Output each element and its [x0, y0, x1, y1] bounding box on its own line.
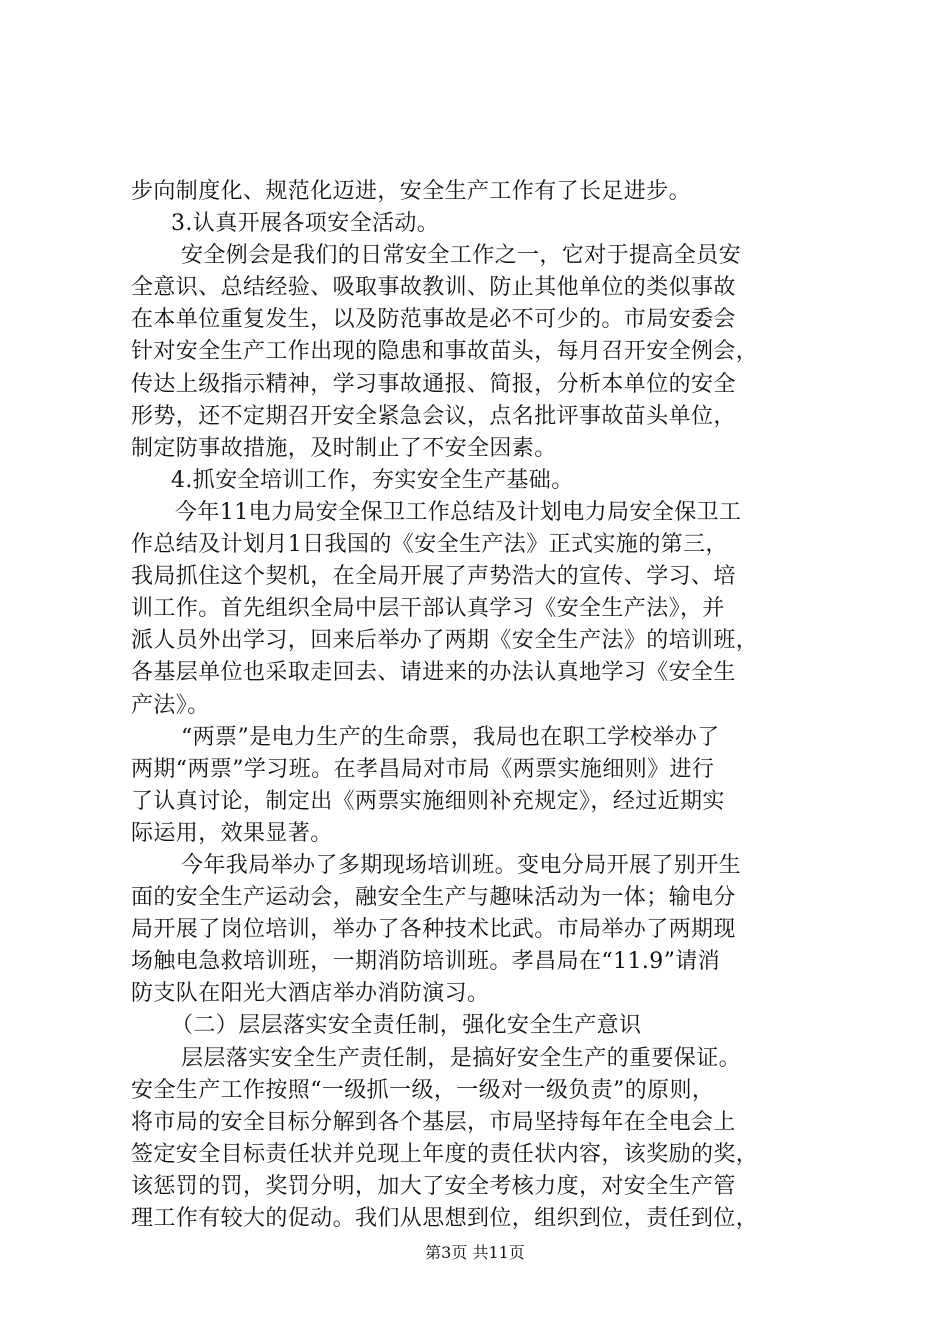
- text-line: 防支队在阳光大酒店举办消防演习。: [131, 981, 490, 1007]
- text-line: 今年11电力局安全保卫工作总结及计划电力局安全保卫工: [175, 499, 742, 525]
- text-line: （二）层层落实安全责任制，强化安全生产意识: [171, 1013, 642, 1039]
- text-line: 3.认真开展各项安全活动。: [171, 211, 440, 237]
- text-line: 今年我局举办了多期现场培训班。变电分局开展了别开生: [181, 852, 742, 878]
- text-line: 针对安全生产工作出现的隐患和事故苗头，每月召开安全例会，: [131, 339, 759, 365]
- page-footer: 第3页 共11页: [425, 1243, 525, 1262]
- text-line: 在本单位重复发生，以及防范事故是必不可少的。市局安委会: [131, 307, 736, 333]
- text-line: 传达上级指示精神，学习事故通报、简报，分析本单位的安全: [131, 371, 736, 397]
- text-line: 派人员外出学习，回来后举办了两期《安全生产法》的培训班，: [131, 628, 759, 654]
- text-line: 面的安全生产运动会，融安全生产与趣味活动为一体；输电分: [131, 885, 736, 911]
- text-line: “两票”是电力生产的生命票，我局也在职工学校举办了: [181, 724, 720, 750]
- text-line: 签定安全目标责任状并兑现上年度的责任状内容，该奖励的奖，: [131, 1141, 759, 1167]
- text-line: 将市局的安全目标分解到各个基层，市局坚持每年在全电会上: [131, 1109, 736, 1135]
- text-line: 我局抓住这个契机，在全局开展了声势浩大的宣传、学习、培: [131, 564, 736, 590]
- text-line: 4.抓安全培训工作，夯实安全生产基础。: [171, 467, 574, 493]
- text-line: 际运用，效果显著。: [131, 820, 333, 846]
- text-line: 了认真讨论，制定出《两票实施细则补充规定》，经过近期实: [131, 788, 725, 814]
- text-line: 作总结及计划月1日我国的《安全生产法》正式实施的第三，: [131, 532, 728, 558]
- text-line: 安全生产工作按照“一级抓一级，一级对一级负责”的原则，: [131, 1077, 715, 1103]
- text-line: 理工作有较大的促动。我们从思想到位，组织到位，责任到位，: [131, 1206, 759, 1231]
- text-line: 局开展了岗位培训，举办了各种技术比武。市局举办了两期现: [131, 917, 736, 943]
- text-line: 层层落实安全生产责任制，是搞好安全生产的重要保证。: [181, 1045, 742, 1071]
- text-line: 全意识、总结经验、吸取事故教训、防止其他单位的类似事故: [131, 275, 736, 301]
- text-line: 各基层单位也采取走回去、请进来的办法认真地学习《安全生: [131, 660, 736, 686]
- text-line: 形势，还不定期召开安全紧急会议，点名批评事故苗头单位，: [131, 403, 736, 429]
- text-line: 该惩罚的罚，奖罚分明，加大了安全考核力度，对安全生产管: [131, 1173, 736, 1199]
- text-line: 制定防事故措施，及时制止了不安全因素。: [131, 435, 557, 461]
- text-line: 安全例会是我们的日常安全工作之一，它对于提高全员安: [181, 243, 742, 269]
- text-line: 产法》。: [131, 692, 210, 718]
- body-text: [131, 176, 831, 1235]
- text-line: 两期“两票”学习班。在孝昌局对市局《两票实施细则》进行: [131, 756, 715, 782]
- text-line: 训工作。首先组织全局中层干部认真学习《安全生产法》，并: [131, 596, 725, 622]
- text-line: 步向制度化、规范化迈进，安全生产工作有了长足进步。: [131, 179, 692, 204]
- text-line: 场触电急救培训班，一期消防培训班。孝昌局在“11.9”请消: [131, 949, 721, 975]
